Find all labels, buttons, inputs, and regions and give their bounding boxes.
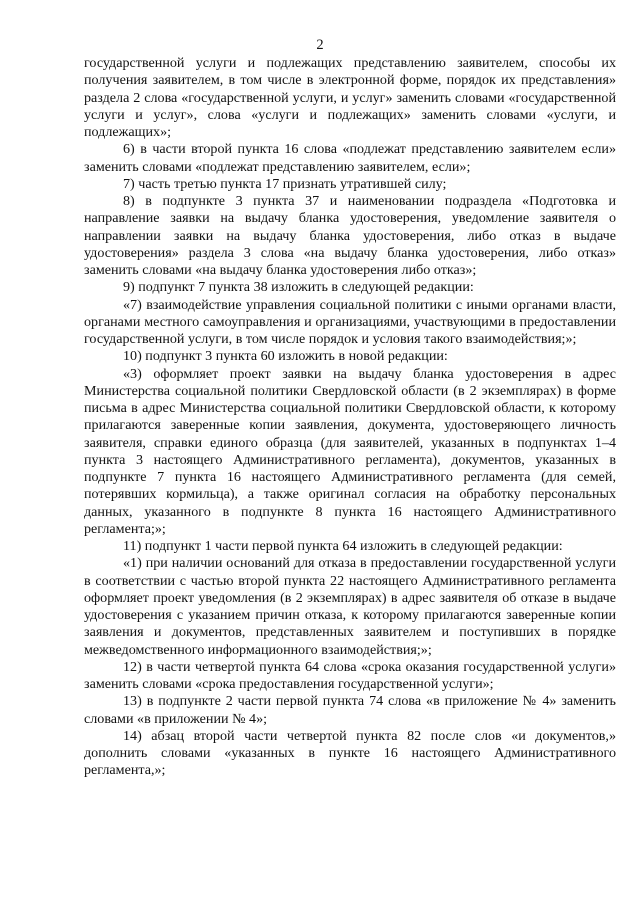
paragraph-quote-9: «7) взаимодействие управления социальной политики с иными органами власти, органами местного самоуправления и организациями, участвующими в предоставлении государственной услуги, в том числе порядок и условия такого взаимодействия;»; (84, 296, 616, 347)
paragraph-item-12: 12) в части четвертой пункта 64 слова «срока оказания государственной услуги» заменить словами «срока предоставления государственной услуги»; (84, 658, 616, 692)
paragraph-item-13: 13) в подпункте 2 части первой пункта 74 слова «в приложение № 4» заменить словами «в приложении № 4»; (84, 693, 616, 727)
document-body (84, 55, 616, 780)
paragraph-item-14: 14) абзац второй части четвертой пункта 82 после слов «и документов,» дополнить словами «указанных в пункте 16 настоящего Административного регламента,»; (84, 727, 616, 779)
paragraph-item-6: 6) в части второй пункта 16 слова «подлежат представлению заявителем если» заменить словами «подлежат представлению заявителем, если»; (84, 141, 616, 175)
paragraph-item-11: 11) подпункт 1 части первой пункта 64 изложить в следующей редакции: (123, 538, 563, 554)
paragraph-item-7: 7) часть третью пункта 17 признать утратившей силу; (123, 175, 447, 192)
paragraph-continuation: государственной услуги и подлежащих представлению заявителем, способы их получения заявителем, в том числе в электронной форме, порядок их представления» раздела 2 слова «государственной услуги, и услуг» заменить словами «государственной услуги и услуг», слова «услуги и подлежащих» заменить словами «услуги, и подлежащих»; (84, 55, 616, 140)
paragraph-item-8: 8) в подпункте 3 пункта 37 и наименовании подраздела «Подготовка и направление заявки на выдачу бланка удостоверения, уведомление заявителя о направлении заявки на выдачу бланка удостоверения, либо отказ в выдаче удостоверения» раздела 3 слова «на выдачу бланка удостоверения, либо отказ» заменить словами «на выдачу бланка удостоверения либо отказ»; (84, 193, 616, 278)
paragraph-item-10: 10) подпункт 3 пункта 60 изложить в новой редакции: (123, 348, 448, 365)
page-number: 2 (316, 37, 324, 53)
paragraph-item-9: 9) подпункт 7 пункта 38 изложить в следующей редакции: (123, 279, 474, 296)
paragraph-quote-11: «1) при наличии оснований для отказа в предоставлении государственной услуги в соответствии с частью второй пункта 22 настоящего Административного регламента оформляет проект уведомления (в 2 экземплярах) в адрес заявителя об отказе в выдаче удостоверения с указанием причин отказа, к которому прилагаются заверенные копии заявления и документов, представленных заявителем и поступивших в порядке межведомственного информационного взаимодействия;»; (84, 555, 616, 658)
paragraph-quote-10: «3) оформляет проект заявки на выдачу бланка удостоверения в адрес Министерства социальной политики Свердловской области (в 2 экземплярах) в форме письма в адрес Министерства социальной политики Свердловской области, к которому прилагаются заверенные копии заявления, документа, удостоверяющего личность заявителя, справки единого образца (для заявителей, указанных в подпунктах 1–4 пункта 3 настоящего Административного регламента), документов, указанных в подпункте 7 пункта 16 настоящего Административного регламента (для семей, потерявших кормильца), а также оригинал согласия на обработку персональных данных, указанного в подпункте 8 пункта 16 настоящего Административного регламента;»; (84, 365, 616, 537)
